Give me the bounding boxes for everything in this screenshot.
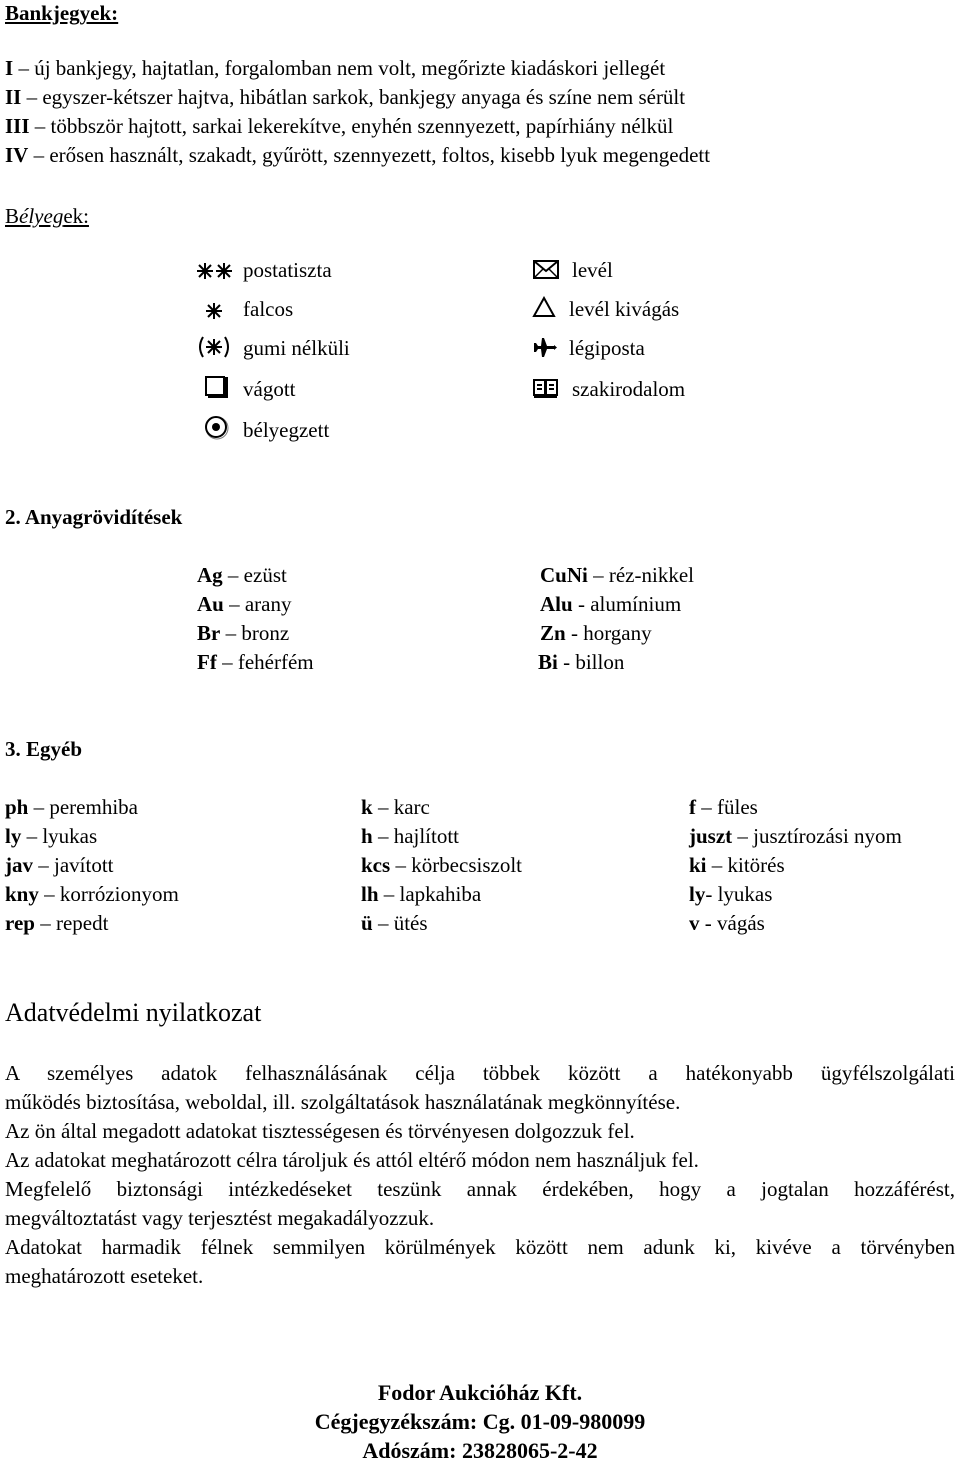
material-code: Bi [538, 650, 558, 674]
other-code: kcs [361, 853, 391, 877]
other-row [5, 851, 114, 880]
privacy-title: Adatvédelmi nyilatkozat [5, 998, 262, 1027]
grade-code: I [5, 56, 14, 80]
airplane-icon [532, 335, 562, 361]
other-sep: – [732, 824, 754, 848]
stamps-title-b: B [5, 204, 20, 228]
other-code: f [689, 795, 696, 819]
privacy-line: Adatokat harmadik félnek semmilyen körülmények között nem adunk ki, kivéve a törvényben [5, 1235, 955, 1259]
material-text: bronz [241, 621, 290, 645]
material-text: billon [575, 650, 625, 674]
material-text: fehérfém [237, 650, 314, 674]
privacy-line: megváltoztatást vagy terjesztést megakadályozzuk. [5, 1206, 435, 1230]
material-code: Au [197, 592, 224, 616]
other-sep: – [38, 882, 60, 906]
other-code: v [689, 911, 700, 935]
grade-code: II [5, 85, 22, 109]
grade-code: IV [5, 143, 29, 167]
envelope-icon [532, 258, 562, 284]
other-code: kny [5, 882, 39, 906]
other-sep: – [34, 911, 56, 935]
other-code: ly [5, 824, 22, 848]
stamps-title-end: ek: [63, 204, 89, 228]
other-row [689, 909, 765, 938]
grade-text: többször hajtott, sarkai lekerekítve, enyhén szennyezett, papírhiány nélkül [50, 114, 674, 138]
other-row [5, 793, 138, 822]
privacy-line: Az adatokat meghatározott célra tároljuk és attól eltérő módon nem használjuk fel. [5, 1148, 699, 1172]
other-code: jav [5, 853, 33, 877]
parenthesized-asterisk-icon [197, 334, 227, 360]
grade-dash: – [13, 56, 35, 80]
other-code: ü [361, 911, 373, 935]
material-sep: – [220, 621, 242, 645]
material-row [538, 648, 624, 677]
other-row [689, 880, 772, 909]
grade-row-4 [5, 141, 710, 170]
triangle-icon [532, 296, 562, 322]
stamp-label: postatiszta [243, 258, 332, 282]
grade-text: egyszer-kétszer hajtva, hibátlan sarkok, bankjegy anyaga és színe nem sérült [42, 85, 686, 109]
material-sep: – [223, 592, 245, 616]
privacy-body [5, 1059, 955, 1291]
circled-dot-icon [203, 414, 233, 440]
other-row [689, 793, 758, 822]
material-row [540, 561, 694, 590]
other-code: ki [689, 853, 707, 877]
footer-tax: Adószám: 23828065-2-42 [362, 1438, 598, 1463]
book-icon [532, 376, 562, 402]
grade-row-2 [5, 83, 685, 112]
material-row [197, 619, 289, 648]
other-row [5, 822, 97, 851]
material-sep: – [222, 563, 244, 587]
other-code: ly [689, 882, 706, 906]
material-row [540, 590, 681, 619]
grade-code: III [5, 114, 30, 138]
other-row [5, 880, 179, 909]
privacy-line: A személyes adatok felhasználásának célja többek között a hatékonyabb ügyfélszolgálati [5, 1061, 955, 1085]
other-sep: – [372, 795, 394, 819]
material-text: ezüst [243, 563, 287, 587]
grade-text: új bankjegy, hajtatlan, forgalomban nem volt, megőrizte kiadáskori jellegét [34, 56, 666, 80]
other-sep: – [378, 882, 400, 906]
grade-dash: – [28, 143, 50, 167]
privacy-line: Az ön által megadott adatokat tisztességesen és törvényesen dolgozzuk fel. [5, 1119, 635, 1143]
stamp-label: légiposta [569, 336, 645, 360]
material-code: Ff [197, 650, 217, 674]
material-row [197, 648, 314, 677]
other-text: peremhiba [49, 795, 138, 819]
other-row [689, 822, 902, 851]
other-text: jusztírozási nyom [753, 824, 902, 848]
asterisk-icon [204, 298, 234, 324]
footer-registry: Cégjegyzékszám: Cg. 01-09-980099 [314, 1409, 646, 1434]
material-text: arany [244, 592, 292, 616]
material-text: alumínium [590, 592, 682, 616]
other-text: vágás [717, 911, 765, 935]
grade-row-1 [5, 54, 665, 83]
material-text: réz-nikkel [608, 563, 694, 587]
material-row [197, 590, 292, 619]
other-code: lh [361, 882, 379, 906]
other-sep: – [696, 795, 717, 819]
other-sep: - [699, 911, 717, 935]
material-row [197, 561, 287, 590]
material-code: Ag [197, 563, 223, 587]
stamp-label: szakirodalom [572, 377, 686, 401]
other-row [361, 909, 428, 938]
other-row [689, 851, 785, 880]
other-text: körbecsiszolt [411, 853, 522, 877]
material-code: Alu [540, 592, 573, 616]
privacy-line: működés biztosítása, weboldal, ill. szolgáltatások használatának megkönnyítése. [5, 1090, 681, 1114]
grade-dash: – [21, 85, 43, 109]
stamp-label: gumi nélküli [243, 336, 350, 360]
other-text: ütés [393, 911, 428, 935]
other-code: k [361, 795, 373, 819]
other-text: lapkahiba [399, 882, 482, 906]
other-row [361, 880, 481, 909]
other-sep: - [705, 882, 718, 906]
material-sep: - [557, 650, 576, 674]
materials-title: 2. Anyagrövidítések [5, 505, 183, 529]
material-code: Br [197, 621, 221, 645]
other-sep: – [28, 795, 50, 819]
privacy-line: Megfelelő biztonsági intézkedéseket teszünk annak érdekében, hogy a jogtalan hozzáférést, [5, 1177, 955, 1201]
other-sep: – [372, 911, 394, 935]
other-code: h [361, 824, 373, 848]
other-text: korrózionyom [59, 882, 179, 906]
other-text: lyukas [717, 882, 773, 906]
other-sep: – [390, 853, 412, 877]
other-sep: – [706, 853, 728, 877]
other-text: lyukas [42, 824, 98, 848]
stamps-title [5, 202, 89, 231]
other-text: repedt [55, 911, 109, 935]
other-text: füles [717, 795, 758, 819]
other-code: juszt [689, 824, 733, 848]
square-icon [204, 374, 234, 400]
other-title: 3. Egyéb [5, 737, 83, 761]
grade-text: erősen használt, szakadt, gyűrött, szennyezett, foltos, kisebb lyuk megengedett [49, 143, 711, 167]
other-code: ph [5, 795, 29, 819]
material-text: horgany [583, 621, 652, 645]
material-sep: – [587, 563, 609, 587]
privacy-line: meghatározott eseteket. [5, 1264, 204, 1288]
other-row [361, 793, 430, 822]
other-text: hajlított [393, 824, 460, 848]
grade-row-3 [5, 112, 673, 141]
footer-company: Fodor Aukcióház Kft. [377, 1380, 583, 1405]
banknotes-title: Bankjegyek: [5, 1, 119, 25]
other-code: rep [5, 911, 35, 935]
other-text: kitörés [727, 853, 785, 877]
material-code: CuNi [540, 563, 588, 587]
stamp-label: falcos [243, 297, 294, 321]
material-sep: - [565, 621, 584, 645]
material-row [540, 619, 652, 648]
stamp-label: levél [572, 258, 613, 282]
other-row [361, 822, 459, 851]
other-row [5, 909, 108, 938]
stamps-title-italic: élyeg [19, 204, 64, 228]
material-code: Zn [540, 621, 566, 645]
other-sep: – [21, 824, 43, 848]
stamp-label: vágott [243, 377, 296, 401]
double-asterisk-icon [196, 258, 226, 284]
other-text: karc [393, 795, 430, 819]
stamp-label: levél kivágás [569, 297, 680, 321]
other-text: javított [54, 853, 114, 877]
material-sep: - [572, 592, 591, 616]
grade-dash: – [29, 114, 51, 138]
other-sep: – [33, 853, 54, 877]
stamp-label: bélyegzett [243, 418, 330, 442]
material-sep: – [216, 650, 238, 674]
other-sep: – [372, 824, 394, 848]
other-row [361, 851, 522, 880]
